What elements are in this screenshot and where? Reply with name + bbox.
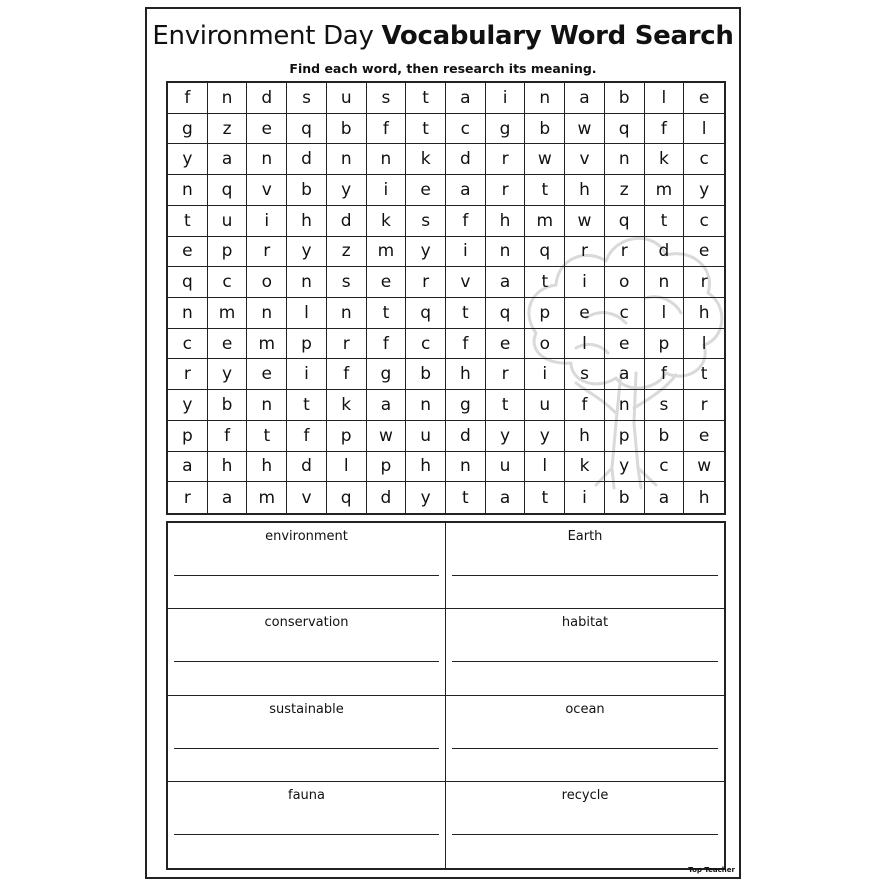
grid-letter[interactable]: d: [367, 482, 407, 513]
grid-letter[interactable]: p: [168, 421, 208, 452]
page-title: [147, 21, 739, 51]
grid-letter[interactable]: n: [327, 144, 367, 175]
page-subtitle: Find each word, then research its meaning.: [289, 61, 597, 76]
grid-letter[interactable]: e: [168, 237, 208, 268]
grid-letter[interactable]: f: [208, 421, 248, 452]
grid-letter[interactable]: g: [168, 114, 208, 145]
grid-letter[interactable]: i: [287, 359, 327, 390]
vocab-item: [446, 696, 724, 782]
grid-letter[interactable]: e: [684, 237, 724, 268]
grid-letter[interactable]: l: [565, 329, 605, 360]
grid-letter[interactable]: b: [287, 175, 327, 206]
grid-letter[interactable]: d: [645, 237, 685, 268]
grid-letter[interactable]: o: [247, 267, 287, 298]
grid-letter[interactable]: n: [367, 144, 407, 175]
title-light: Environment Day: [152, 21, 382, 51]
grid-letter[interactable]: i: [565, 482, 605, 513]
grid-letter[interactable]: p: [287, 329, 327, 360]
grid-letter[interactable]: t: [287, 390, 327, 421]
grid-letter[interactable]: t: [406, 83, 446, 114]
grid-letter[interactable]: r: [406, 267, 446, 298]
grid-letter[interactable]: s: [406, 206, 446, 237]
grid-letter[interactable]: l: [327, 452, 367, 483]
grid-letter[interactable]: o: [605, 267, 645, 298]
grid-letter[interactable]: y: [208, 359, 248, 390]
vocab-word: conservation: [264, 615, 349, 631]
grid-letter[interactable]: q: [168, 267, 208, 298]
grid-letter[interactable]: h: [698, 487, 710, 508]
grid-letter[interactable]: w: [367, 421, 407, 452]
grid-letter[interactable]: t: [367, 298, 407, 329]
grid-letter[interactable]: n: [168, 175, 208, 206]
grid-letter[interactable]: o: [525, 329, 565, 360]
grid-letter[interactable]: v: [287, 482, 327, 513]
grid-letter[interactable]: t: [168, 206, 208, 237]
grid-letter[interactable]: k: [327, 390, 367, 421]
grid-letter[interactable]: a: [208, 144, 248, 175]
answer-line[interactable]: [452, 834, 718, 835]
grid-letter[interactable]: a: [367, 390, 407, 421]
grid-letter[interactable]: s: [367, 83, 407, 114]
grid-letter[interactable]: g: [367, 359, 407, 390]
worksheet: [145, 7, 741, 879]
grid-letter[interactable]: h: [565, 421, 605, 452]
grid-letter[interactable]: p: [367, 452, 407, 483]
grid-letter[interactable]: b: [327, 114, 367, 145]
grid-letter[interactable]: q: [287, 114, 327, 145]
grid-letter[interactable]: n: [327, 298, 367, 329]
grid-letter[interactable]: t: [247, 421, 287, 452]
grid-letter[interactable]: v: [247, 175, 287, 206]
grid-letter[interactable]: r: [684, 390, 724, 421]
grid-letter[interactable]: r: [168, 482, 208, 513]
grid-letter[interactable]: n: [486, 237, 526, 268]
grid-letter[interactable]: e: [367, 267, 407, 298]
grid-letter[interactable]: l: [645, 83, 685, 114]
vocab-word: ocean: [565, 701, 605, 717]
vocab-item: [168, 696, 446, 782]
grid-letter[interactable]: u: [327, 83, 367, 114]
grid-letter[interactable]: e: [247, 114, 287, 145]
grid-letter[interactable]: t: [525, 175, 565, 206]
grid-letter[interactable]: c: [684, 144, 724, 175]
grid-letter[interactable]: v: [446, 267, 486, 298]
grid-letter[interactable]: k: [406, 144, 446, 175]
grid-letter[interactable]: r: [486, 359, 526, 390]
grid-letter[interactable]: m: [645, 175, 685, 206]
letter-grid: [168, 83, 724, 513]
grid-letter[interactable]: u: [406, 421, 446, 452]
grid-letter[interactable]: f: [446, 329, 486, 360]
grid-letter[interactable]: l: [684, 329, 724, 360]
grid-letter[interactable]: d: [446, 421, 486, 452]
grid-letter[interactable]: y: [486, 421, 526, 452]
grid-letter[interactable]: d: [287, 144, 327, 175]
grid-letter[interactable]: m: [208, 298, 248, 329]
grid-letter[interactable]: z: [327, 237, 367, 268]
grid-letter[interactable]: i: [525, 359, 565, 390]
grid-letter[interactable]: c: [406, 329, 446, 360]
grid-letter[interactable]: a: [565, 83, 605, 114]
grid-letter[interactable]: f: [168, 83, 208, 114]
grid-letter[interactable]: h: [565, 175, 605, 206]
grid-letter[interactable]: a: [605, 359, 645, 390]
grid-letter[interactable]: n: [168, 298, 208, 329]
grid-letter[interactable]: p: [327, 421, 367, 452]
grid-letter[interactable]: s: [327, 267, 367, 298]
grid-letter[interactable]: u: [208, 206, 248, 237]
grid-letter[interactable]: q: [208, 175, 248, 206]
grid-letter[interactable]: i: [247, 206, 287, 237]
grid-letter[interactable]: b: [645, 421, 685, 452]
vocab-word: Earth: [567, 529, 603, 544]
grid-letter[interactable]: w: [525, 144, 565, 175]
grid-letter[interactable]: e: [208, 329, 248, 360]
grid-letter[interactable]: d: [287, 452, 327, 483]
grid-letter[interactable]: f: [287, 421, 327, 452]
grid-letter[interactable]: r: [247, 237, 287, 268]
grid-letter[interactable]: e: [565, 298, 605, 329]
grid-letter[interactable]: n: [605, 144, 645, 175]
grid-letter[interactable]: f: [367, 329, 407, 360]
grid-letter[interactable]: a: [486, 482, 526, 513]
grid-letter[interactable]: a: [446, 175, 486, 206]
grid-letter[interactable]: t: [645, 206, 685, 237]
grid-letter[interactable]: i: [446, 237, 486, 268]
grid-letter[interactable]: p: [525, 298, 565, 329]
grid-letter[interactable]: n: [406, 390, 446, 421]
grid-letter[interactable]: b: [605, 482, 645, 513]
vocab-word: environment: [265, 529, 348, 544]
grid-letter[interactable]: r: [486, 144, 526, 175]
grid-letter[interactable]: p: [605, 421, 645, 452]
grid-letter[interactable]: h: [208, 452, 248, 483]
grid-letter[interactable]: q: [406, 298, 446, 329]
grid-letter[interactable]: t: [406, 114, 446, 145]
answer-line[interactable]: [174, 575, 439, 576]
grid-letter[interactable]: g: [486, 114, 526, 145]
vocab-word: fauna: [288, 787, 325, 803]
grid-letter[interactable]: y: [406, 482, 446, 513]
grid-letter[interactable]: c: [446, 114, 486, 145]
grid-letter[interactable]: f: [645, 359, 685, 390]
grid-letter[interactable]: n: [247, 298, 287, 329]
grid-letter[interactable]: s: [565, 359, 605, 390]
grid-letter[interactable]: q: [525, 237, 565, 268]
grid-letter[interactable]: f: [645, 114, 685, 145]
grid-letter[interactable]: h: [287, 206, 327, 237]
vocab-word: habitat: [561, 615, 609, 631]
grid-letter[interactable]: c: [208, 267, 248, 298]
grid-letter[interactable]: e: [486, 329, 526, 360]
grid-letter[interactable]: y: [168, 144, 208, 175]
grid-letter[interactable]: m: [247, 482, 287, 513]
grid-letter[interactable]: y: [327, 175, 367, 206]
grid-letter[interactable]: y: [605, 452, 645, 483]
grid-letter[interactable]: q: [605, 206, 645, 237]
grid-letter[interactable]: h: [684, 298, 724, 329]
grid-letter[interactable]: i: [565, 267, 605, 298]
answer-line[interactable]: [452, 661, 718, 662]
grid-letter[interactable]: n: [605, 390, 645, 421]
grid-letter[interactable]: a: [486, 267, 526, 298]
grid-letter[interactable]: l: [525, 452, 565, 483]
grid-letter[interactable]: c: [645, 452, 685, 483]
grid-letter[interactable]: p: [208, 237, 248, 268]
grid-letter[interactable]: d: [247, 83, 287, 114]
grid-letter[interactable]: n: [208, 83, 248, 114]
vocab-word: sustainable: [269, 701, 344, 717]
grid-letter[interactable]: f: [367, 114, 407, 145]
vocab-word: recycle: [561, 787, 609, 803]
grid-letter[interactable]: l: [287, 298, 327, 329]
grid-letter[interactable]: w: [565, 114, 605, 145]
vocab-item: [446, 523, 724, 609]
title-bold: Vocabulary Word Search: [381, 21, 734, 51]
grid-letter[interactable]: r: [486, 175, 526, 206]
grid-letter[interactable]: c: [168, 329, 208, 360]
grid-letter[interactable]: y: [525, 421, 565, 452]
grid-letter[interactable]: b: [406, 359, 446, 390]
grid-letter[interactable]: k: [367, 206, 407, 237]
grid-letter[interactable]: y: [287, 237, 327, 268]
grid-letter[interactable]: k: [645, 144, 685, 175]
grid-letter[interactable]: q: [486, 298, 526, 329]
grid-letter[interactable]: a: [645, 482, 685, 513]
grid-letter[interactable]: r: [605, 237, 645, 268]
grid-letter[interactable]: n: [247, 390, 287, 421]
grid-letter[interactable]: w: [565, 206, 605, 237]
grid-letter[interactable]: h: [406, 452, 446, 483]
grid-letter[interactable]: m: [247, 329, 287, 360]
grid-letter[interactable]: p: [645, 329, 685, 360]
grid-letter[interactable]: w: [684, 452, 724, 483]
grid-letter[interactable]: d: [327, 206, 367, 237]
grid-letter[interactable]: m: [525, 206, 565, 237]
grid-letter[interactable]: y: [406, 237, 446, 268]
grid-letter[interactable]: k: [565, 452, 605, 483]
grid-letter[interactable]: y: [684, 175, 724, 206]
vocab-item: [168, 782, 446, 868]
vocab-item: [446, 609, 724, 695]
grid-letter[interactable]: q: [327, 482, 367, 513]
grid-letter[interactable]: h: [486, 206, 526, 237]
grid-letter[interactable]: a: [168, 452, 208, 483]
grid-letter[interactable]: n: [446, 452, 486, 483]
grid-letter[interactable]: a: [446, 83, 486, 114]
grid-letter[interactable]: b: [605, 83, 645, 114]
grid-letter[interactable]: a: [208, 482, 248, 513]
grid-letter[interactable]: c: [605, 298, 645, 329]
grid-letter[interactable]: t: [525, 267, 565, 298]
vocab-item: [168, 523, 446, 609]
grid-letter[interactable]: m: [367, 237, 407, 268]
answer-line[interactable]: [174, 661, 439, 662]
answer-line[interactable]: [452, 575, 718, 576]
grid-letter[interactable]: h: [446, 359, 486, 390]
grid-letter[interactable]: n: [287, 267, 327, 298]
grid-letter[interactable]: c: [684, 206, 724, 237]
vocab-item: [446, 782, 724, 868]
grid-letter[interactable]: n: [525, 83, 565, 114]
grid-letter[interactable]: l: [684, 114, 724, 145]
grid-letter[interactable]: t: [446, 298, 486, 329]
vocabulary-table: [166, 521, 726, 870]
grid-letter[interactable]: b: [208, 390, 248, 421]
grid-letter[interactable]: s: [645, 390, 685, 421]
word-search-grid: [166, 81, 726, 515]
grid-letter[interactable]: t: [446, 482, 486, 513]
grid-letter[interactable]: i: [486, 83, 526, 114]
grid-letter[interactable]: z: [208, 114, 248, 145]
grid-letter[interactable]: n: [247, 144, 287, 175]
grid-letter[interactable]: q: [605, 114, 645, 145]
answer-line[interactable]: [174, 748, 439, 749]
grid-letter[interactable]: e: [247, 359, 287, 390]
grid-letter[interactable]: r: [565, 237, 605, 268]
grid-letter[interactable]: n: [645, 267, 685, 298]
grid-letter[interactable]: z: [605, 175, 645, 206]
grid-letter[interactable]: f: [446, 206, 486, 237]
grid-letter[interactable]: t: [684, 359, 724, 390]
grid-letter[interactable]: v: [565, 144, 605, 175]
grid-letter[interactable]: u: [486, 452, 526, 483]
grid-letter[interactable]: i: [367, 175, 407, 206]
grid-letter[interactable]: r: [168, 359, 208, 390]
grid-letter[interactable]: e: [406, 175, 446, 206]
grid-letter[interactable]: r: [684, 267, 724, 298]
grid-letter[interactable]: f: [565, 390, 605, 421]
grid-letter[interactable]: f: [327, 359, 367, 390]
grid-letter[interactable]: t: [525, 482, 565, 513]
grid-letter[interactable]: y: [168, 390, 208, 421]
answer-line[interactable]: [452, 748, 718, 749]
grid-letter[interactable]: e: [684, 421, 724, 452]
grid-letter[interactable]: g: [446, 390, 486, 421]
grid-letter[interactable]: u: [525, 390, 565, 421]
grid-letter[interactable]: e: [684, 83, 724, 114]
grid-letter[interactable]: d: [446, 144, 486, 175]
grid-letter[interactable]: t: [486, 390, 526, 421]
grid-letter[interactable]: b: [525, 114, 565, 145]
grid-letter[interactable]: l: [645, 298, 685, 329]
grid-letter[interactable]: r: [327, 329, 367, 360]
grid-letter[interactable]: s: [287, 83, 327, 114]
grid-letter[interactable]: e: [605, 329, 645, 360]
grid-letter[interactable]: h: [247, 452, 287, 483]
brand-label: Top Teacher: [688, 866, 735, 874]
vocab-item: [168, 609, 446, 695]
answer-line[interactable]: [174, 834, 439, 835]
